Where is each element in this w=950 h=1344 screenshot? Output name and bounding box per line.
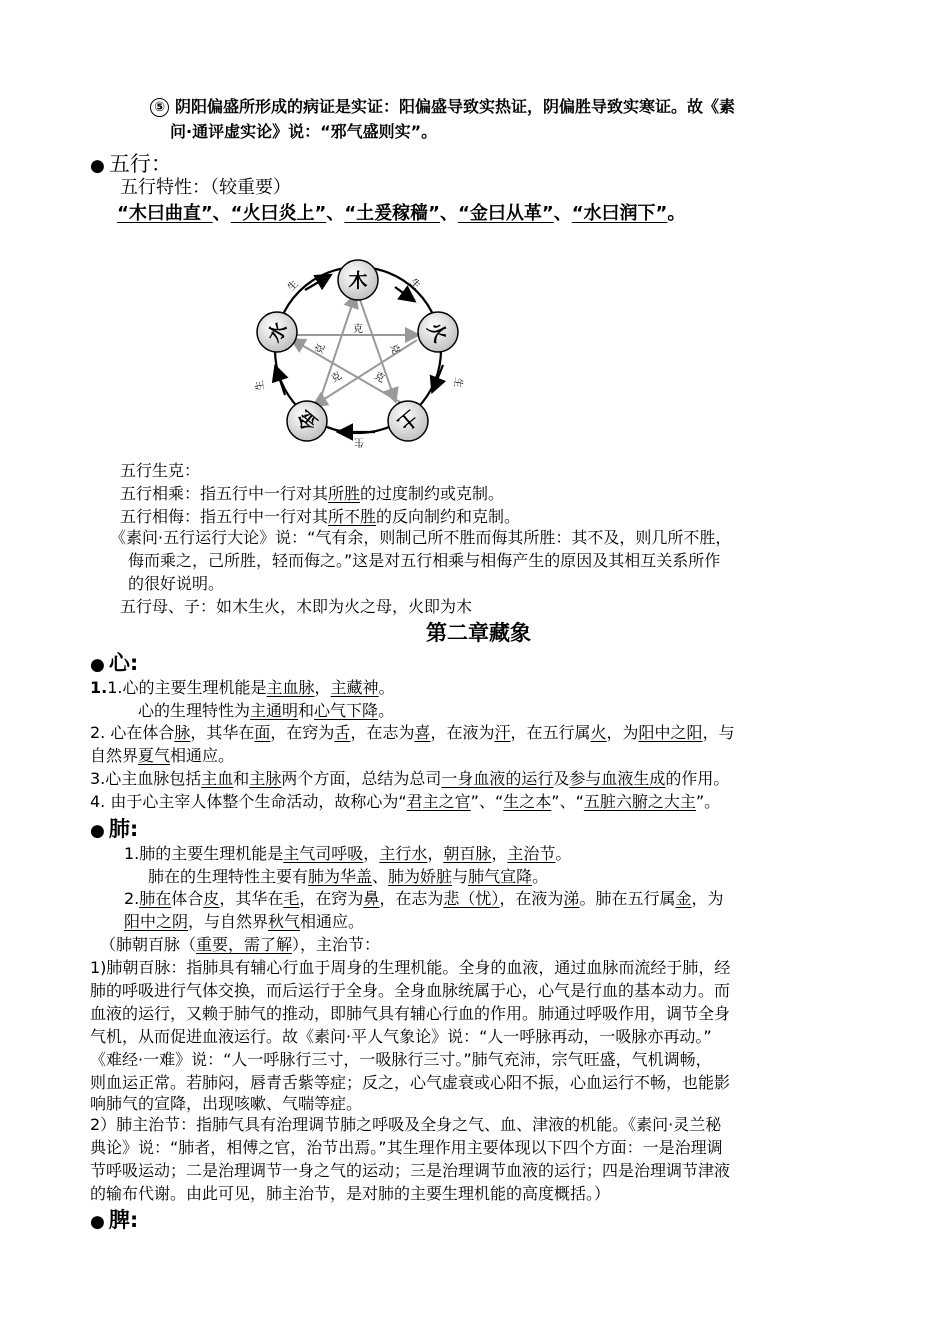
wuxing-characteristics: “木曰曲直”、“火曰炎上”、“土爰稼穑”、“金曰从革”、“水曰润下”。 [117, 203, 686, 224]
bullet-icon: ● [90, 655, 105, 675]
sheng-arrow-jin-shui [276, 368, 285, 395]
yinyang-line-2: 问·通评虚实论》说：“邪气盛则实”。 [170, 122, 438, 141]
lung-line-2: 肺在的生理特性主要有肺为华盖、肺为娇脏与肺气宣降。 [148, 867, 549, 886]
svg-text:金: 金 [293, 405, 322, 435]
sheng-label: 生 [451, 376, 464, 389]
lung-p1-line: 肺的呼吸进行气体交换，而后运行于全身。全身血脉统属于心，心气是行血的基本动力。而 [90, 981, 731, 1000]
sheng-label: 生 [254, 379, 267, 392]
svg-text:木: 木 [348, 270, 368, 292]
heart-heading: ● 心: [90, 651, 139, 675]
ke-arrow-tu-shui [293, 340, 405, 405]
sheng-arrow-mu-huo [395, 287, 413, 300]
node-tu [388, 401, 428, 441]
sheng-label: 生 [407, 276, 423, 292]
ke-label: 克 [329, 370, 344, 386]
lung-p2-line: 典论》说：“肺者，相傅之官，治节出焉。”其生理作用主要体现以下四个方面：一是治理调 [90, 1138, 723, 1157]
ke-label: 克 [372, 370, 387, 386]
heart-line-1: 1.1.心的主要生理机能是主血脉，主藏神。 [90, 678, 395, 697]
lung-line-3: 2.肺在体合皮，其华在毛，在窍为鼻，在志为悲（忧），在液为涕。肺在五行属金，为 [124, 889, 724, 908]
heart-line-5: 3.心主血脉包括主血和主脉两个方面，总结为总司一身血液的运行及参与血液生成的作用。 [90, 769, 730, 788]
suwen-quote-2: 侮而乘之，己所胜，轻而侮之。”这是对五行相乘与相侮产生的原因及其相互关系所作 [128, 551, 721, 570]
yinyang-line-1: ⑤ 阴阳偏盛所形成的病证是实证：阳偏盛导致实热证，阴偏胜导致实寒证。故《素 [150, 96, 735, 118]
lung-p2-line: 的输布代谢。由此可见，肺主治节，是对肺的主要生理机能的高度概括。） [90, 1184, 611, 1203]
svg-text:土: 土 [393, 405, 422, 435]
node-huo [418, 312, 458, 352]
wuxing-heading: ● 五行： [90, 152, 172, 176]
lung-line-5: （肺朝百脉（重要，需了解），主治节： [100, 935, 381, 954]
node-mu [338, 260, 378, 300]
lung-line-1: 1.肺的主要生理机能是主气司呼吸，主行水，朝百脉，主治节。 [124, 844, 572, 863]
lung-p1-line: 《难经·一难》说：“人一呼脉行三寸，一吸脉行三寸。”肺气充沛，宗气旺盛，气机调畅， [90, 1050, 712, 1069]
lung-p1-line: 血液的运行，又赖于肺气的推动，即肺气具有辅心行血的作用。肺通过呼吸作用，调节全身 [90, 1004, 731, 1023]
lung-p1-line: 则血运正常。若肺闷，唇青舌紫等症；反之，心气虚衰或心阳不振，心血运行不畅，也能影 [90, 1073, 731, 1092]
bullet-icon: ● [90, 821, 105, 841]
heart-line-2: 心的生理特性为主通明和心气下降。 [138, 701, 395, 720]
suwen-quote-1: 《素问·五行运行大论》说：“气有余，则制己所不胜而侮其所胜：其不及，则几所不胜， [110, 528, 732, 547]
ke-label: 克 [353, 324, 363, 335]
sheng-label: 生 [285, 278, 301, 294]
circled-number: ⑤ [150, 98, 169, 117]
node-jin [287, 401, 327, 441]
shengke-label: 五行生克： [120, 461, 201, 480]
ke-label: 克 [387, 342, 402, 356]
chapter-title: 第二章藏象 [426, 621, 531, 645]
muzi-line: 五行母、子：如木生火，木即为火之母，火即为木 [120, 597, 473, 616]
ke-label: 克 [313, 342, 328, 356]
bullet-icon: ● [90, 156, 105, 176]
lung-heading: ● 肺: [90, 817, 139, 841]
node-shui [257, 312, 297, 352]
lung-p2-line: 2）肺主治节：指肺气具有治理调节肺之呼吸及全身之气、血、津液的机能。《素问·灵兰秘 [90, 1115, 722, 1134]
heart-line-4: 自然界夏气相通应。 [90, 746, 235, 765]
lung-p1-line: 气机，从而促进血液运行。故《素问·平人气象论》说：“人一呼脉再动，一吸脉亦再动。” [90, 1027, 712, 1046]
suwen-quote-3: 的很好说明。 [128, 574, 225, 593]
wuxing-tese: 五行特性：（较重要） [120, 177, 291, 198]
spleen-heading: ● 脾: [90, 1208, 139, 1232]
heart-line-6: 4. 由于心主宰人体整个生命活动，故称心为“君主之官”、“生之本”、“五脏六腑之大主”。 [90, 792, 721, 811]
lung-line-4: 阳中之阴，与自然界秋气相通应。 [124, 912, 365, 931]
svg-text:火: 火 [422, 318, 452, 347]
bullet-icon: ● [90, 1212, 105, 1232]
wuxing-diagram [245, 250, 475, 455]
svg-text:水: 水 [263, 318, 293, 347]
xiangwu-line: 五行相侮：指五行中一行对其所不胜的反向制约和克制。 [120, 507, 521, 526]
lung-p1-line: 1)肺朝百脉：指肺具有辅心行血于周身的生理机能。全身的血液，通过血脉而流经于肺，经 [90, 958, 731, 977]
heart-line-3: 2. 心在体合脉，其华在面，在窍为舌，在志为喜，在液为汗，在五行属火，为阳中之阳，与 [90, 723, 735, 742]
lung-p2-line: 节呼吸运动；二是治理调节一身之气的运动；三是治理调节血液的运行；四是治理调节津液 [90, 1161, 731, 1180]
xiangcheng-line: 五行相乘：指五行中一行对其所胜的过度制约或克制。 [120, 484, 505, 503]
sheng-label: 生 [354, 436, 364, 447]
lung-p1-line: 响肺气的宣降，出现咳嗽、气喘等症。 [90, 1094, 363, 1113]
